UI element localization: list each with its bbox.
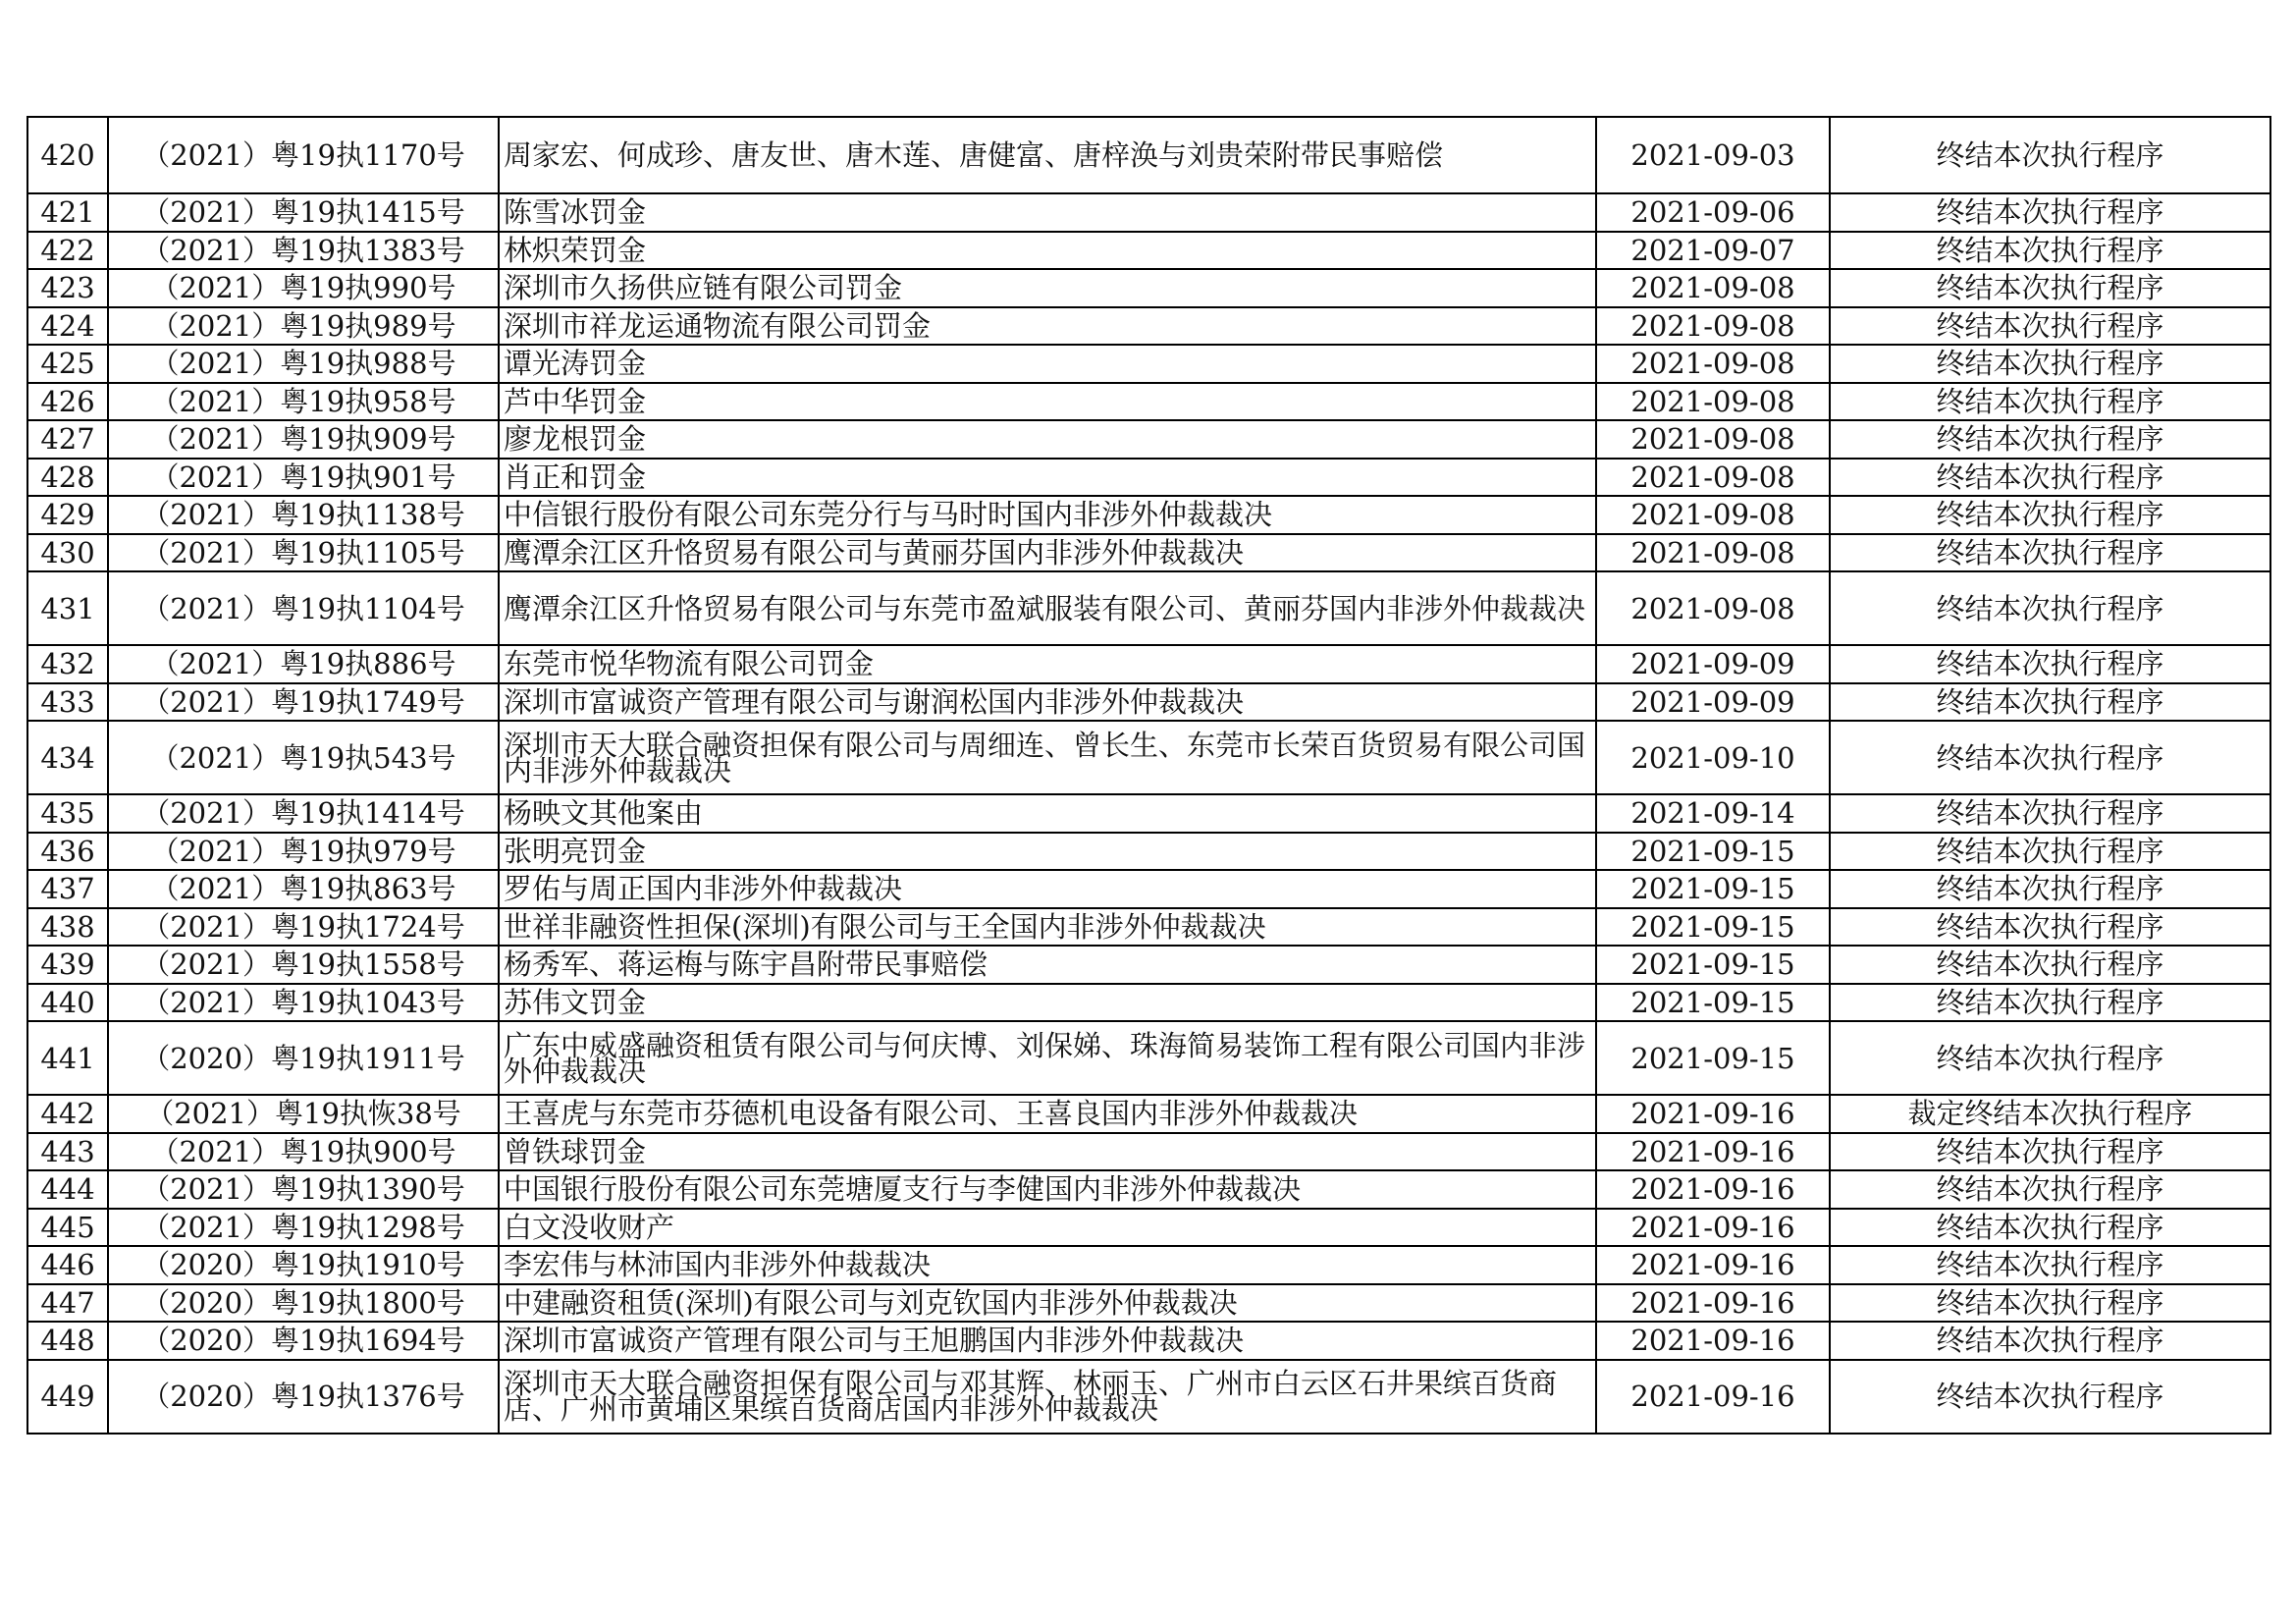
closing-date: 2021-09-16 [1596,1095,1830,1133]
row-number: 422 [27,232,108,270]
case-parties: 杨秀军、蒋运梅与陈宇昌附带民事赔偿 [499,946,1596,984]
closing-date: 2021-09-15 [1596,946,1830,984]
row-number: 423 [27,269,108,307]
case-number: （2021）粤19执886号 [108,645,499,683]
table-row [27,232,2270,270]
closing-date: 2021-09-07 [1596,232,1830,270]
execution-result: 终结本次执行程序 [1830,683,2270,722]
case-number: （2021）粤19执901号 [108,459,499,497]
closing-date: 2021-09-10 [1596,721,1830,794]
execution-result: 终结本次执行程序 [1830,908,2270,947]
case-number: （2021）粤19执988号 [108,345,499,383]
table-row [27,193,2270,232]
row-number: 433 [27,683,108,722]
case-number: （2021）粤19执1298号 [108,1209,499,1247]
table-row [27,1133,2270,1171]
table-row [27,117,2270,193]
case-number: （2021）粤19执909号 [108,420,499,459]
execution-result: 终结本次执行程序 [1830,571,2270,645]
execution-result: 终结本次执行程序 [1830,1170,2270,1209]
closing-date: 2021-09-08 [1596,571,1830,645]
case-parties: 深圳市天大联合融资担保有限公司与周细连、曾长生、东莞市长荣百货贸易有限公司国内非涉外仲裁裁决 [499,721,1596,794]
table-row [27,908,2270,947]
row-number: 427 [27,420,108,459]
case-parties: 世祥非融资性担保(深圳)有限公司与王全国内非涉外仲裁裁决 [499,908,1596,947]
table-row [27,1322,2270,1360]
execution-result: 终结本次执行程序 [1830,420,2270,459]
case-number: （2021）粤19执1724号 [108,908,499,947]
row-number: 428 [27,459,108,497]
execution-result: 终结本次执行程序 [1830,833,2270,871]
case-parties: 林炽荣罚金 [499,232,1596,270]
table-row [27,496,2270,534]
execution-result: 终结本次执行程序 [1830,984,2270,1022]
row-number: 440 [27,984,108,1022]
table-row [27,645,2270,683]
case-number: （2021）粤19执989号 [108,307,499,346]
closing-date: 2021-09-08 [1596,459,1830,497]
case-parties: 白文没收财产 [499,1209,1596,1247]
case-number: （2021）粤19执900号 [108,1133,499,1171]
table-row [27,459,2270,497]
case-number: （2021）粤19执1138号 [108,496,499,534]
table-row [27,833,2270,871]
table-row [27,420,2270,459]
case-number: （2021）粤19执1043号 [108,984,499,1022]
closing-date: 2021-09-06 [1596,193,1830,232]
row-number: 444 [27,1170,108,1209]
closing-date: 2021-09-15 [1596,870,1830,908]
case-number: （2021）粤19执1558号 [108,946,499,984]
case-parties: 芦中华罚金 [499,383,1596,421]
row-number: 424 [27,307,108,346]
execution-result: 终结本次执行程序 [1830,1322,2270,1360]
execution-result: 终结本次执行程序 [1830,1021,2270,1095]
case-number: （2020）粤19执1911号 [108,1021,499,1095]
case-parties: 廖龙根罚金 [499,420,1596,459]
execution-result: 终结本次执行程序 [1830,496,2270,534]
case-parties: 苏伟文罚金 [499,984,1596,1022]
closing-date: 2021-09-08 [1596,307,1830,346]
execution-result: 终结本次执行程序 [1830,534,2270,572]
case-parties: 曾铁球罚金 [499,1133,1596,1171]
case-number: （2020）粤19执1376号 [108,1360,499,1434]
case-parties: 深圳市富诚资产管理有限公司与王旭鹏国内非涉外仲裁裁决 [499,1322,1596,1360]
execution-result: 终结本次执行程序 [1830,193,2270,232]
closing-date: 2021-09-09 [1596,683,1830,722]
case-parties: 中信银行股份有限公司东莞分行与马时时国内非涉外仲裁裁决 [499,496,1596,534]
execution-result: 终结本次执行程序 [1830,383,2270,421]
case-parties: 深圳市富诚资产管理有限公司与谢润松国内非涉外仲裁裁决 [499,683,1596,722]
row-number: 434 [27,721,108,794]
closing-date: 2021-09-09 [1596,645,1830,683]
case-number: （2021）粤19执958号 [108,383,499,421]
closing-date: 2021-09-16 [1596,1322,1830,1360]
table-row [27,721,2270,794]
row-number: 442 [27,1095,108,1133]
case-parties: 东莞市悦华物流有限公司罚金 [499,645,1596,683]
row-number: 449 [27,1360,108,1434]
execution-result: 终结本次执行程序 [1830,870,2270,908]
execution-result: 终结本次执行程序 [1830,307,2270,346]
case-parties: 王喜虎与东莞市芬德机电设备有限公司、王喜良国内非涉外仲裁裁决 [499,1095,1596,1133]
execution-result: 终结本次执行程序 [1830,1209,2270,1247]
case-parties: 周家宏、何成珍、唐友世、唐木莲、唐健富、唐梓涣与刘贵荣附带民事赔偿 [499,117,1596,193]
case-number: （2021）粤19执1390号 [108,1170,499,1209]
closing-date: 2021-09-16 [1596,1246,1830,1284]
case-number: （2021）粤19执1104号 [108,571,499,645]
closing-date: 2021-09-08 [1596,345,1830,383]
row-number: 431 [27,571,108,645]
case-number: （2021）粤19执恢38号 [108,1095,499,1133]
table-row [27,946,2270,984]
table-row [27,571,2270,645]
execution-result: 终结本次执行程序 [1830,345,2270,383]
row-number: 438 [27,908,108,947]
row-number: 436 [27,833,108,871]
closing-date: 2021-09-08 [1596,496,1830,534]
closing-date: 2021-09-16 [1596,1360,1830,1434]
closing-date: 2021-09-15 [1596,1021,1830,1095]
case-number: （2020）粤19执1800号 [108,1284,499,1323]
row-number: 421 [27,193,108,232]
table-row [27,1284,2270,1323]
execution-result: 终结本次执行程序 [1830,645,2270,683]
case-parties: 中国银行股份有限公司东莞塘厦支行与李健国内非涉外仲裁裁决 [499,1170,1596,1209]
table-row [27,307,2270,346]
table-row [27,345,2270,383]
case-number: （2021）粤19执1105号 [108,534,499,572]
case-parties: 广东中威盛融资租赁有限公司与何庆博、刘保娣、珠海简易装饰工程有限公司国内非涉外仲裁裁决 [499,1021,1596,1095]
execution-result: 终结本次执行程序 [1830,794,2270,833]
case-parties: 深圳市久扬供应链有限公司罚金 [499,269,1596,307]
case-number: （2020）粤19执1694号 [108,1322,499,1360]
case-number: （2021）粤19执1749号 [108,683,499,722]
case-number: （2021）粤19执979号 [108,833,499,871]
execution-result: 裁定终结本次执行程序 [1830,1095,2270,1133]
row-number: 425 [27,345,108,383]
table-row [27,1209,2270,1247]
case-number: （2021）粤19执1383号 [108,232,499,270]
closing-date: 2021-09-08 [1596,420,1830,459]
case-number: （2021）粤19执1414号 [108,794,499,833]
execution-result: 终结本次执行程序 [1830,1246,2270,1284]
case-parties: 深圳市祥龙运通物流有限公司罚金 [499,307,1596,346]
row-number: 435 [27,794,108,833]
table-row [27,1246,2270,1284]
closing-date: 2021-09-14 [1596,794,1830,833]
row-number: 420 [27,117,108,193]
closing-date: 2021-09-15 [1596,908,1830,947]
row-number: 443 [27,1133,108,1171]
table-row [27,534,2270,572]
case-table-body [27,117,2270,1434]
execution-result: 终结本次执行程序 [1830,721,2270,794]
case-parties: 深圳市天大联合融资担保有限公司与邓其辉、林丽玉、广州市白云区石井果缤百货商店、广州市黄埔区果缤百货商店国内非涉外仲裁裁决 [499,1360,1596,1434]
execution-result: 终结本次执行程序 [1830,1284,2270,1323]
row-number: 446 [27,1246,108,1284]
case-parties: 张明亮罚金 [499,833,1596,871]
table-row [27,1170,2270,1209]
closing-date: 2021-09-16 [1596,1209,1830,1247]
closing-date: 2021-09-08 [1596,534,1830,572]
closing-date: 2021-09-08 [1596,383,1830,421]
table-row [27,269,2270,307]
row-number: 437 [27,870,108,908]
execution-result: 终结本次执行程序 [1830,232,2270,270]
case-number: （2020）粤19执1910号 [108,1246,499,1284]
case-parties: 鹰潭余江区升恪贸易有限公司与黄丽芬国内非涉外仲裁裁决 [499,534,1596,572]
case-table [27,116,2271,1435]
case-number: （2021）粤19执543号 [108,721,499,794]
row-number: 426 [27,383,108,421]
case-parties: 罗佑与周正国内非涉外仲裁裁决 [499,870,1596,908]
execution-result: 终结本次执行程序 [1830,946,2270,984]
table-row [27,1021,2270,1095]
case-number: （2021）粤19执863号 [108,870,499,908]
closing-date: 2021-09-15 [1596,984,1830,1022]
closing-date: 2021-09-16 [1596,1284,1830,1323]
table-row [27,1360,2270,1434]
case-number: （2021）粤19执1170号 [108,117,499,193]
table-row [27,984,2270,1022]
execution-result: 终结本次执行程序 [1830,1133,2270,1171]
row-number: 429 [27,496,108,534]
row-number: 441 [27,1021,108,1095]
closing-date: 2021-09-15 [1596,833,1830,871]
row-number: 447 [27,1284,108,1323]
row-number: 448 [27,1322,108,1360]
execution-result: 终结本次执行程序 [1830,1360,2270,1434]
execution-result: 终结本次执行程序 [1830,459,2270,497]
closing-date: 2021-09-16 [1596,1170,1830,1209]
case-number: （2021）粤19执1415号 [108,193,499,232]
case-parties: 中建融资租赁(深圳)有限公司与刘克钦国内非涉外仲裁裁决 [499,1284,1596,1323]
case-parties: 鹰潭余江区升恪贸易有限公司与东莞市盈斌服装有限公司、黄丽芬国内非涉外仲裁裁决 [499,571,1596,645]
table-row [27,1095,2270,1133]
closing-date: 2021-09-03 [1596,117,1830,193]
case-parties: 肖正和罚金 [499,459,1596,497]
row-number: 445 [27,1209,108,1247]
closing-date: 2021-09-16 [1596,1133,1830,1171]
row-number: 439 [27,946,108,984]
closing-date: 2021-09-08 [1596,269,1830,307]
row-number: 432 [27,645,108,683]
case-parties: 杨映文其他案由 [499,794,1596,833]
table-row [27,870,2270,908]
table-row [27,794,2270,833]
execution-result: 终结本次执行程序 [1830,269,2270,307]
case-parties: 谭光涛罚金 [499,345,1596,383]
case-parties: 陈雪冰罚金 [499,193,1596,232]
table-row [27,683,2270,722]
row-number: 430 [27,534,108,572]
execution-result: 终结本次执行程序 [1830,117,2270,193]
table-row [27,383,2270,421]
case-parties: 李宏伟与林沛国内非涉外仲裁裁决 [499,1246,1596,1284]
case-number: （2021）粤19执990号 [108,269,499,307]
